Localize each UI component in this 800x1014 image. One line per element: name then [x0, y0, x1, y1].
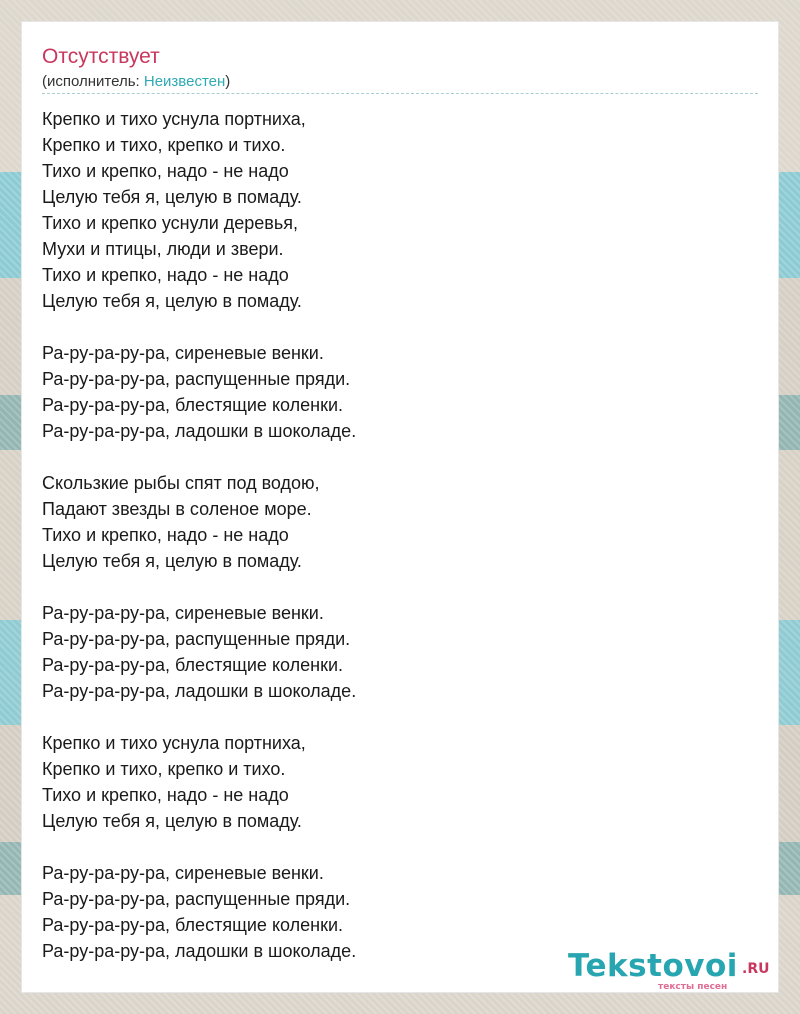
- lyric-line: Падают звезды в соленое море.: [42, 499, 312, 519]
- artist-link[interactable]: Неизвестен: [143, 73, 226, 90]
- lyric-line: Ра-ру-ра-ру-ра, распущенные пряди.: [42, 889, 351, 909]
- song-title: Отсутствует: [42, 45, 160, 68]
- lyrics-stanza: [42, 600, 742, 704]
- lyric-line: Крепко и тихо уснула портниха,: [42, 733, 306, 753]
- artist-prefix: (исполнитель:: [42, 73, 144, 90]
- lyric-line: Целую тебя я, целую в помаду.: [42, 187, 302, 207]
- lyric-line: Целую тебя я, целую в помаду.: [42, 551, 302, 571]
- lyric-line: Мухи и птицы, люди и звери.: [42, 239, 284, 259]
- lyric-line: Тихо и крепко, надо - не надо: [42, 525, 289, 545]
- site-logo[interactable]: [568, 948, 778, 992]
- lyric-line: Ра-ру-ра-ру-ра, распущенные пряди.: [42, 629, 351, 649]
- logo-wordmark: Tekstovoi: [568, 948, 738, 984]
- lyric-line: Крепко и тихо, крепко и тихо.: [42, 135, 286, 155]
- lyric-line: Ра-ру-ра-ру-ра, ладошки в шоколаде.: [42, 681, 357, 701]
- lyrics-stanza: [42, 470, 742, 574]
- lyrics-stanza: [42, 340, 742, 444]
- lyric-line: Ра-ру-ра-ру-ра, сиреневые венки.: [42, 343, 324, 363]
- lyrics-body: [42, 106, 742, 990]
- lyric-line: Тихо и крепко, надо - не надо: [42, 265, 289, 285]
- lyric-line: Крепко и тихо, крепко и тихо.: [42, 759, 286, 779]
- lyric-line: Крепко и тихо уснула портниха,: [42, 109, 306, 129]
- lyric-line: Ра-ру-ра-ру-ра, распущенные пряди.: [42, 369, 351, 389]
- artist-line: [42, 73, 230, 91]
- lyric-line: Скользкие рыбы спят под водою,: [42, 473, 320, 493]
- lyric-line: Ра-ру-ра-ру-ра, сиреневые венки.: [42, 863, 324, 883]
- lyric-line: Целую тебя я, целую в помаду.: [42, 291, 302, 311]
- dashed-divider: [42, 93, 758, 94]
- lyric-line: Целую тебя я, целую в помаду.: [42, 811, 302, 831]
- lyrics-stanza: [42, 730, 742, 834]
- lyric-line: Ра-ру-ра-ру-ра, ладошки в шоколаде.: [42, 941, 357, 961]
- lyrics-stanza: [42, 106, 742, 314]
- lyric-line: Тихо и крепко уснули деревья,: [42, 213, 298, 233]
- lyric-line: Ра-ру-ра-ру-ра, ладошки в шоколаде.: [42, 421, 357, 441]
- lyric-line: Ра-ру-ра-ру-ра, блестящие коленки.: [42, 395, 344, 415]
- lyric-line: Ра-ру-ра-ру-ра, блестящие коленки.: [42, 915, 344, 935]
- logo-tagline: тексты песен: [658, 982, 728, 992]
- lyric-line: Тихо и крепко, надо - не надо: [42, 161, 289, 181]
- lyric-line: Ра-ру-ра-ру-ра, блестящие коленки.: [42, 655, 344, 675]
- artist-suffix: ): [225, 73, 231, 90]
- lyrics-card: [22, 22, 778, 992]
- lyric-line: Тихо и крепко, надо - не надо: [42, 785, 289, 805]
- logo-tld: .RU: [742, 961, 770, 977]
- lyric-line: Ра-ру-ра-ру-ра, сиреневые венки.: [42, 603, 324, 623]
